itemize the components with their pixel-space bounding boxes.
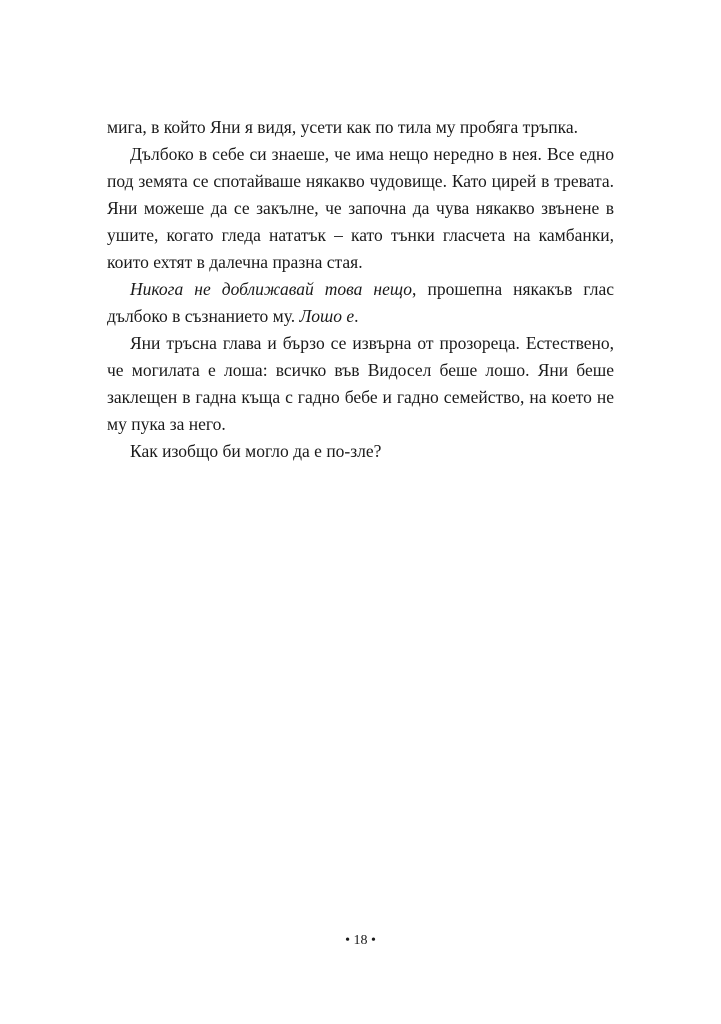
paragraph-3 [107,276,614,330]
body-text [107,114,614,465]
paragraph-3-text-1: , прошепна някакъв глас дълбоко в съзнанието му. [107,279,614,326]
paragraph-3-text-2: . [354,306,359,326]
paragraph-5: Как изобщо би могло да е по-зле? [130,441,382,461]
paragraph-1: мига, в който Яни я видя, усети как по тила му пробяга тръпка. [107,117,579,137]
italic-phrase-2: Лошо е [299,306,355,326]
paragraph-4: Яни тръсна глава и бързо се извърна от прозореца. Естествено, че могилата е лоша: всичко във Видосел беше лошо. Яни беше заклещен в гадна къща с гадно бебе и гадно семейство, на което не му пука за него. [107,333,614,434]
paragraph-2: Дълбоко в себе си знаеше, че има нещо нередно в нея. Все едно под земята се спотайваше някакво чудовище. Като цирей в тревата. Яни можеше да се закълне, че започна да чува някакво звънене в ушите, когато гледа нататък – като тънки гласчета на камбанки, които ехтят в далечна празна стая. [107,144,614,272]
page-number: • 18 • [345,933,376,948]
italic-phrase-1: Никога не доближавай това нещо [130,279,413,299]
